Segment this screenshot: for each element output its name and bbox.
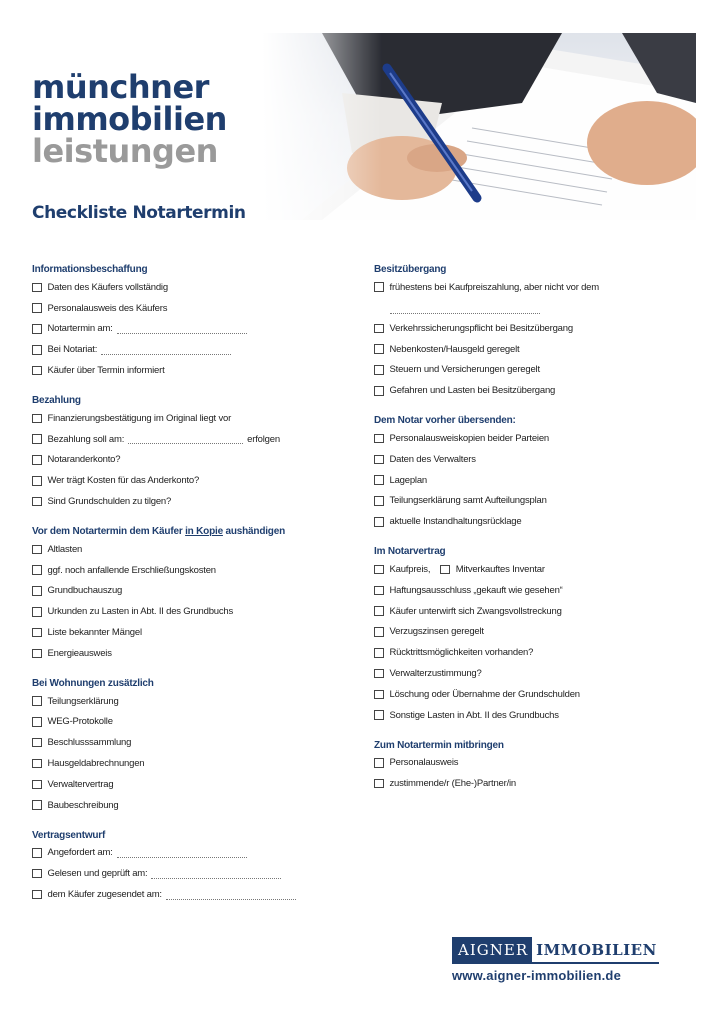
checkbox[interactable]: [32, 283, 42, 293]
left-column: [32, 262, 352, 917]
logo-box: [452, 937, 658, 964]
checkbox[interactable]: [32, 869, 42, 879]
checklist-item: [32, 622, 352, 643]
brand-line-1: münchner: [32, 68, 209, 106]
checkbox[interactable]: [374, 779, 384, 789]
checklist-item: [32, 560, 352, 581]
checkbox[interactable]: [32, 565, 42, 575]
item-label: Verzugszinsen geregelt: [389, 626, 484, 638]
section-dem-notar-uebersenden: [374, 413, 704, 532]
checkbox[interactable]: [32, 414, 42, 424]
checkbox[interactable]: [374, 758, 384, 768]
section-title-pre: Vor dem Notartermin dem Käufer: [32, 525, 186, 537]
section-title: Vertragsentwurf: [32, 829, 106, 841]
logo-word-aigner: AIGNER: [452, 937, 532, 964]
item-label: Hausgeldabrechnungen: [47, 758, 145, 770]
brand-line-2: immobilien: [32, 100, 227, 138]
hero-fade: [262, 33, 382, 220]
fill-in-line[interactable]: [117, 324, 247, 334]
item-label: Daten des Verwalters: [389, 453, 476, 465]
checkbox[interactable]: [374, 496, 384, 506]
checkbox[interactable]: [374, 282, 384, 292]
item-label: Verwaltervertrag: [47, 778, 114, 790]
checklist-item: [32, 408, 352, 429]
item-label: Liste bekannter Mängel: [47, 627, 142, 639]
item-label: Sind Grundschulden zu tilgen?: [47, 496, 172, 508]
checkbox[interactable]: [32, 455, 42, 465]
section-title: Besitzübergang: [374, 264, 447, 275]
checklist-item: [374, 360, 704, 381]
checklist-item: [32, 795, 352, 816]
checklist-item: [374, 753, 704, 774]
checklist-item: [32, 643, 352, 664]
checklist-item: [374, 380, 704, 401]
item-label: Personalausweis: [389, 757, 459, 769]
checklist-item: [374, 318, 704, 339]
checklist-item: [374, 277, 704, 318]
checkbox[interactable]: [32, 366, 42, 376]
item-label: Urkunden zu Lasten in Abt. II des Grundbuchs: [47, 606, 234, 618]
checklist-item: [32, 691, 352, 712]
item-label: Käufer über Termin informiert: [47, 365, 165, 377]
section-vertragsentwurf: [32, 828, 352, 905]
item-label: Verwalterzustimmung?: [389, 668, 482, 680]
item-label: Personalausweis des Käufers: [47, 302, 168, 314]
fill-in-line[interactable]: [101, 345, 231, 355]
checkbox[interactable]: [374, 710, 384, 720]
checklist-item: [374, 428, 704, 449]
checklist-item: [374, 470, 704, 491]
item-label: Haftungsausschluss „gekauft wie gesehen“: [389, 584, 563, 596]
checklist-item: [32, 712, 352, 733]
item-label: Mitverkauftes Inventar: [455, 564, 545, 576]
checklist-item: [32, 732, 352, 753]
section-im-notarvertrag: [374, 544, 704, 725]
checklist-item: [374, 449, 704, 470]
website-link[interactable]: www.aigner-immobilien.de: [452, 968, 622, 983]
item-label: Grundbuchauszug: [47, 585, 123, 597]
fill-in-line[interactable]: [117, 848, 247, 858]
section-besitzuebergang: [374, 262, 704, 401]
checkbox[interactable]: [374, 669, 384, 679]
item-label: Bezahlung soll am:: [47, 433, 125, 445]
checklist-item: [374, 511, 704, 532]
checkbox[interactable]: [32, 545, 42, 555]
section-title: Bei Wohnungen zusätzlich: [32, 677, 154, 689]
item-label: Käufer unterwirft sich Zwangsvollstreckung: [389, 605, 562, 617]
checklist-item: [374, 663, 704, 684]
checkbox[interactable]: [32, 497, 42, 507]
checklist-item: [32, 450, 352, 471]
item-label: Altlasten: [47, 543, 83, 555]
item-label: Baubeschreibung: [47, 799, 119, 811]
item-label: Personalausweiskopien beider Parteien: [389, 433, 549, 445]
section-zum-notartermin-mitbringen: [374, 738, 704, 795]
checklist-item: [374, 773, 704, 794]
item-label-suffix: erfolgen: [247, 433, 280, 445]
item-label: Finanzierungsbestätigung im Original liegt vor: [47, 412, 232, 424]
checkbox[interactable]: [32, 848, 42, 858]
section-title: Dem Notar vorher übersenden:: [374, 415, 516, 427]
item-label: Kaufpreis,: [389, 564, 431, 576]
checkbox[interactable]: [374, 517, 384, 527]
item-label: frühestens bei Kaufpreiszahlung, aber nicht vor dem: [389, 282, 599, 293]
fill-in-line[interactable]: [390, 304, 540, 314]
section-title-underlined: in Kopie: [185, 525, 223, 537]
checkbox[interactable]: [32, 434, 42, 444]
checklist-item: [32, 601, 352, 622]
checkbox[interactable]: [32, 800, 42, 810]
checkbox[interactable]: [374, 455, 384, 465]
checklist-item: [374, 580, 704, 601]
checklist-item: [374, 339, 704, 360]
checkbox[interactable]: [374, 344, 384, 354]
fill-in-line[interactable]: [166, 890, 296, 900]
checklist-item: [374, 622, 704, 643]
right-column: [374, 262, 704, 806]
checkbox[interactable]: [374, 475, 384, 485]
checklist-item: [32, 539, 352, 560]
checkbox[interactable]: [32, 303, 42, 313]
checklist-item: [374, 642, 704, 663]
checklist-item: [32, 360, 352, 381]
checkbox[interactable]: [374, 365, 384, 375]
checkbox[interactable]: [32, 476, 42, 486]
item-label: Bei Notariat:: [47, 344, 98, 356]
checkbox[interactable]: [32, 759, 42, 769]
checkbox[interactable]: [374, 586, 384, 596]
item-label: Verkehrssicherungspflicht bei Besitzübergang: [389, 322, 573, 334]
item-label: Lageplan: [389, 474, 427, 486]
brand-wordmark: [32, 68, 227, 170]
checklist-item: [32, 470, 352, 491]
item-label: Sonstige Lasten in Abt. II des Grundbuchs: [389, 709, 559, 721]
checkbox[interactable]: [374, 434, 384, 444]
checkbox[interactable]: [374, 565, 384, 575]
checklist-item: [32, 843, 352, 864]
checklist-item: [32, 298, 352, 319]
item-label: Rücktrittsmöglichkeiten vorhanden?: [389, 647, 534, 659]
item-label: ggf. noch anfallende Erschließungskosten: [47, 564, 216, 576]
checkbox[interactable]: [32, 696, 42, 706]
item-label: Angefordert am:: [47, 847, 113, 859]
item-label: Teilungserklärung samt Aufteilungsplan: [389, 495, 547, 507]
logo-word-immobilien: IMMOBILIEN: [532, 937, 659, 964]
section-bezahlung: [32, 393, 352, 512]
checklist-item: [32, 753, 352, 774]
section-title: Bezahlung: [32, 394, 81, 406]
item-label: zustimmende/r (Ehe-)Partner/in: [389, 778, 517, 790]
checklist-item: [32, 491, 352, 512]
item-label: Wer trägt Kosten für das Anderkonto?: [47, 475, 200, 487]
section-bei-wohnungen: [32, 676, 352, 816]
document-title: Checkliste Notartermin: [32, 203, 246, 223]
item-label: dem Käufer zugesendet am:: [47, 889, 162, 901]
checkbox[interactable]: [32, 607, 42, 617]
item-label: Gefahren und Lasten bei Besitzübergang: [389, 385, 556, 397]
checkbox[interactable]: [32, 345, 42, 355]
checklist-item: [32, 339, 352, 360]
checklist-item: [32, 884, 352, 905]
checklist-item: [32, 581, 352, 602]
checkbox[interactable]: [374, 324, 384, 334]
item-label: WEG-Protokolle: [47, 716, 113, 728]
checkbox[interactable]: [440, 565, 450, 575]
item-label: Teilungserklärung: [47, 695, 119, 707]
checklist-item: [32, 319, 352, 340]
checklist-item: [32, 277, 352, 298]
checklist-item: [32, 429, 352, 450]
checklist-item: [374, 705, 704, 726]
checklist-item: [374, 601, 704, 622]
checkbox[interactable]: [32, 890, 42, 900]
checklist-item: [32, 774, 352, 795]
item-label: Daten des Käufers vollständig: [47, 281, 168, 293]
company-logo: [452, 937, 658, 983]
item-label: Löschung oder Übernahme der Grundschulden: [389, 688, 580, 700]
brand-line-3: leistungen: [32, 132, 218, 170]
item-label: Notartermin am:: [47, 323, 113, 335]
checklist-item: [374, 491, 704, 512]
section-title-post: aushändigen: [222, 525, 285, 537]
checkbox[interactable]: [32, 649, 42, 659]
section-title: Zum Notartermin mitbringen: [374, 739, 504, 751]
checkbox[interactable]: [374, 386, 384, 396]
checkbox[interactable]: [374, 606, 384, 616]
item-label: Energieausweis: [47, 647, 112, 659]
section-informationsbeschaffung: [32, 262, 352, 381]
item-label: Steuern und Versicherungen geregelt: [389, 364, 540, 376]
section-vor-dem-notartermin: [32, 524, 352, 664]
item-text-wrap: [390, 282, 599, 314]
fill-in-line[interactable]: [128, 434, 243, 444]
section-title: [32, 524, 352, 539]
checkbox[interactable]: [374, 690, 384, 700]
checkbox[interactable]: [374, 627, 384, 637]
item-label: Notaranderkonto?: [47, 454, 121, 466]
item-label: Nebenkosten/Hausgeld geregelt: [389, 343, 520, 355]
item-label: aktuelle Instandhaltungsrücklage: [389, 516, 522, 528]
checklist-item: [374, 684, 704, 705]
checkbox[interactable]: [32, 324, 42, 334]
checklist-item: [374, 559, 704, 580]
checkbox[interactable]: [374, 648, 384, 658]
section-title: Im Notarvertrag: [374, 546, 446, 558]
fill-in-line[interactable]: [151, 869, 281, 879]
item-label: Gelesen und geprüft am:: [47, 868, 148, 880]
hero-photo-signing-contract: [262, 33, 696, 220]
item-label: Beschlusssammlung: [47, 737, 132, 749]
checkbox[interactable]: [32, 586, 42, 596]
checkbox[interactable]: [32, 780, 42, 790]
checkbox[interactable]: [32, 628, 42, 638]
section-title: Informationsbeschaffung: [32, 264, 148, 275]
checkbox[interactable]: [32, 738, 42, 748]
checkbox[interactable]: [32, 717, 42, 727]
checklist-item: [32, 863, 352, 884]
